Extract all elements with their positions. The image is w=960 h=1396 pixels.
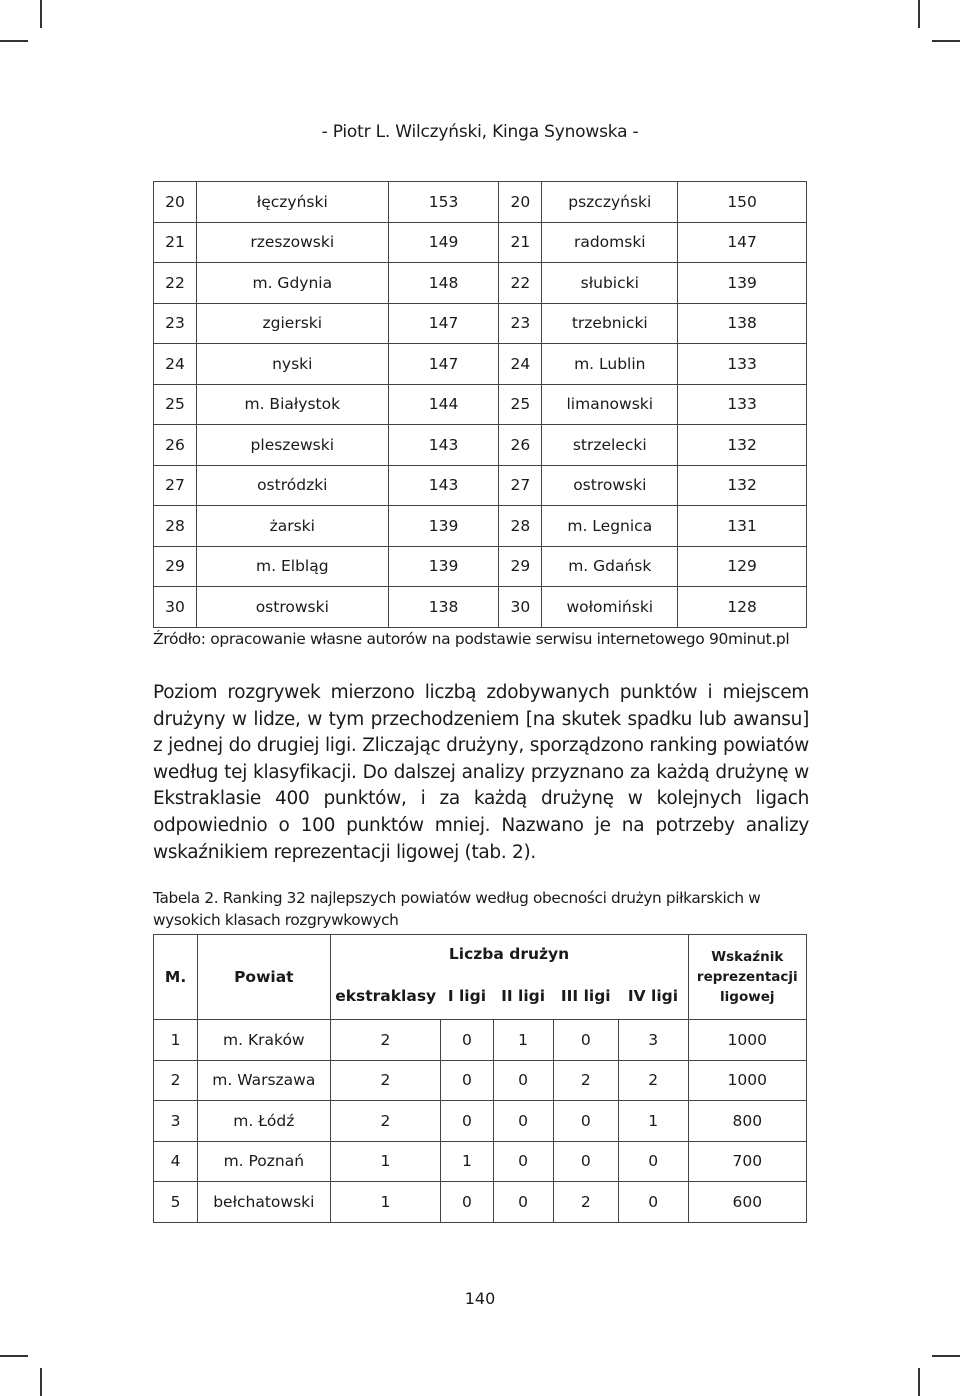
- cell-district-right: strzelecki: [542, 425, 678, 466]
- cell-rank-right: 27: [499, 465, 542, 506]
- cell-indicator: 1000: [688, 1060, 806, 1101]
- table-header-row: [154, 935, 807, 974]
- cell-liga-4: 0: [618, 1141, 688, 1182]
- crop-mark: [0, 40, 28, 42]
- cell-liga-4: 2: [618, 1060, 688, 1101]
- body-paragraph: Poziom rozgrywek mierzono liczbą zdobywanych punktów i miejscem drużyny w lidze, w tym przechodzeniem [na skutek spadku lub awansu] z jednej do drugiej ligi. Zliczając drużyny, sporządzono ranking powiatów według tej klasyfikacji. Do dalszej analizy przyznano za każdą drużynę w Ekstraklasie 400 punktów, i za każdą drużynę w kolejnych ligach odpowiednio o 100 punktów mniej. Nazwano je na potrzeby analizy wskaźnikiem reprezentacji ligowej (tab. 2).: [153, 682, 809, 863]
- cell-ekstraklasa: 2: [330, 1020, 441, 1061]
- table-row: [154, 1101, 807, 1142]
- cell-rank-right: 26: [499, 425, 542, 466]
- cell-rank-right: 21: [499, 222, 542, 263]
- cell-district-right: pszczyński: [542, 182, 678, 223]
- crop-mark: [40, 0, 42, 28]
- cell-district-right: m. Legnica: [542, 506, 678, 547]
- cell-liga-1: 0: [441, 1182, 493, 1223]
- cell-points-left: 139: [388, 506, 499, 547]
- cell-district-left: m. Elbląg: [196, 546, 388, 587]
- table-row: [154, 1182, 807, 1223]
- cell-district: m. Warszawa: [198, 1060, 330, 1101]
- cell-district-right: słubicki: [542, 263, 678, 304]
- ranking-table-2: [153, 934, 807, 1223]
- cell-district-right: ostrowski: [542, 465, 678, 506]
- cell-district-left: pleszewski: [196, 425, 388, 466]
- crop-mark: [932, 1355, 960, 1357]
- cell-rank-right: 24: [499, 344, 542, 385]
- cell-points-right: 147: [678, 222, 807, 263]
- cell-liga-3: 2: [553, 1060, 618, 1101]
- table-row: [154, 222, 807, 263]
- cell-rank: 4: [154, 1141, 198, 1182]
- page-number: 140: [464, 1289, 496, 1308]
- cell-liga-1: 0: [441, 1060, 493, 1101]
- cell-points-left: 148: [388, 263, 499, 304]
- crop-mark: [932, 40, 960, 42]
- cell-points-left: 139: [388, 546, 499, 587]
- table-row: [154, 384, 807, 425]
- table-row: [154, 303, 807, 344]
- cell-rank-right: 22: [499, 263, 542, 304]
- cell-points-right: 132: [678, 425, 807, 466]
- cell-rank-left: 29: [154, 546, 197, 587]
- cell-liga-4: 3: [618, 1020, 688, 1061]
- cell-points-right: 133: [678, 384, 807, 425]
- header-liga-2: II ligi: [493, 973, 553, 1020]
- cell-rank-left: 22: [154, 263, 197, 304]
- table-row: [154, 506, 807, 547]
- table-row: [154, 465, 807, 506]
- cell-district-left: nyski: [196, 344, 388, 385]
- cell-rank-left: 24: [154, 344, 197, 385]
- cell-district-left: m. Białystok: [196, 384, 388, 425]
- cell-liga-2: 0: [493, 1060, 553, 1101]
- cell-points-right: 138: [678, 303, 807, 344]
- table-row: [154, 344, 807, 385]
- cell-indicator: 1000: [688, 1020, 806, 1061]
- running-header: - Piotr L. Wilczyński, Kinga Synowska -: [321, 122, 639, 142]
- cell-points-right: 133: [678, 344, 807, 385]
- cell-points-left: 153: [388, 182, 499, 223]
- crop-mark: [40, 1368, 42, 1396]
- cell-points-left: 143: [388, 465, 499, 506]
- table-row: [154, 182, 807, 223]
- cell-district-right: m. Gdańsk: [542, 546, 678, 587]
- cell-rank-right: 29: [499, 546, 542, 587]
- header-district: Powiat: [198, 935, 330, 1020]
- cell-rank-left: 21: [154, 222, 197, 263]
- cell-liga-2: 0: [493, 1182, 553, 1223]
- cell-district: bełchatowski: [198, 1182, 330, 1223]
- cell-rank: 5: [154, 1182, 198, 1223]
- cell-liga-3: 0: [553, 1101, 618, 1142]
- cell-rank-left: 27: [154, 465, 197, 506]
- crop-mark: [0, 1355, 28, 1357]
- crop-mark: [918, 1368, 920, 1396]
- cell-points-right: 132: [678, 465, 807, 506]
- cell-district-right: m. Lublin: [542, 344, 678, 385]
- cell-liga-2: 0: [493, 1141, 553, 1182]
- header-rank: M.: [154, 935, 198, 1020]
- cell-points-left: 143: [388, 425, 499, 466]
- cell-rank-left: 23: [154, 303, 197, 344]
- cell-ekstraklasa: 1: [330, 1141, 441, 1182]
- cell-points-right: 139: [678, 263, 807, 304]
- cell-points-left: 149: [388, 222, 499, 263]
- cell-rank-right: 20: [499, 182, 542, 223]
- crop-mark: [918, 0, 920, 28]
- cell-ekstraklasa: 1: [330, 1182, 441, 1223]
- cell-district-right: trzebnicki: [542, 303, 678, 344]
- cell-points-right: 131: [678, 506, 807, 547]
- cell-indicator: 800: [688, 1101, 806, 1142]
- cell-rank-left: 30: [154, 587, 197, 628]
- cell-rank-left: 20: [154, 182, 197, 223]
- cell-district-left: m. Gdynia: [196, 263, 388, 304]
- cell-points-right: 150: [678, 182, 807, 223]
- cell-district-left: rzeszowski: [196, 222, 388, 263]
- table-caption: Tabela 2. Ranking 32 najlepszych powiatów według obecności drużyn piłkarskich w wysokich klasach rozgrywkowych: [153, 889, 761, 929]
- cell-district-right: radomski: [542, 222, 678, 263]
- cell-district-left: zgierski: [196, 303, 388, 344]
- table-source-note: Źródło: opracowanie własne autorów na podstawie serwisu internetowego 90minut.pl: [153, 630, 790, 648]
- cell-rank: 3: [154, 1101, 198, 1142]
- cell-points-left: 147: [388, 303, 499, 344]
- table-row: [154, 1060, 807, 1101]
- cell-district: m. Poznań: [198, 1141, 330, 1182]
- cell-district-left: ostrowski: [196, 587, 388, 628]
- header-indicator-line2: reprezentacji: [696, 969, 798, 985]
- cell-points-left: 138: [388, 587, 499, 628]
- cell-indicator: 600: [688, 1182, 806, 1223]
- cell-rank-left: 28: [154, 506, 197, 547]
- cell-rank-left: 25: [154, 384, 197, 425]
- cell-points-right: 129: [678, 546, 807, 587]
- header-liga-4: IV ligi: [618, 973, 688, 1020]
- cell-points-left: 144: [388, 384, 499, 425]
- cell-rank-right: 30: [499, 587, 542, 628]
- table-row: [154, 546, 807, 587]
- header-indicator: [688, 935, 806, 1020]
- cell-liga-1: 0: [441, 1020, 493, 1061]
- cell-points-right: 128: [678, 587, 807, 628]
- cell-rank: 1: [154, 1020, 198, 1061]
- ranking-table-continuation: [153, 181, 807, 628]
- cell-liga-4: 0: [618, 1182, 688, 1223]
- table-row: [154, 263, 807, 304]
- table-row: [154, 1020, 807, 1061]
- cell-liga-4: 1: [618, 1101, 688, 1142]
- table-row: [154, 1141, 807, 1182]
- cell-liga-3: 2: [553, 1182, 618, 1223]
- cell-rank-right: 28: [499, 506, 542, 547]
- header-team-count-group: Liczba drużyn: [330, 935, 688, 974]
- cell-district-left: żarski: [196, 506, 388, 547]
- cell-rank-right: 25: [499, 384, 542, 425]
- cell-rank-left: 26: [154, 425, 197, 466]
- table-row: [154, 425, 807, 466]
- cell-liga-3: 0: [553, 1141, 618, 1182]
- cell-district-right: limanowski: [542, 384, 678, 425]
- cell-district: m. Łódź: [198, 1101, 330, 1142]
- header-liga-1: I ligi: [441, 973, 493, 1020]
- header-indicator-line3: ligowej: [720, 989, 775, 1005]
- cell-rank: 2: [154, 1060, 198, 1101]
- cell-district-left: łęczyński: [196, 182, 388, 223]
- cell-liga-1: 1: [441, 1141, 493, 1182]
- cell-points-left: 147: [388, 344, 499, 385]
- cell-liga-2: 0: [493, 1101, 553, 1142]
- table-row: [154, 587, 807, 628]
- cell-liga-2: 1: [493, 1020, 553, 1061]
- cell-district: m. Kraków: [198, 1020, 330, 1061]
- header-ekstraklasa: ekstraklasy: [330, 973, 441, 1020]
- cell-district-left: ostródzki: [196, 465, 388, 506]
- cell-liga-3: 0: [553, 1020, 618, 1061]
- cell-ekstraklasa: 2: [330, 1060, 441, 1101]
- cell-district-right: wołomiński: [542, 587, 678, 628]
- cell-rank-right: 23: [499, 303, 542, 344]
- header-liga-3: III ligi: [553, 973, 618, 1020]
- cell-indicator: 700: [688, 1141, 806, 1182]
- cell-liga-1: 0: [441, 1101, 493, 1142]
- cell-ekstraklasa: 2: [330, 1101, 441, 1142]
- header-indicator-line1: Wskaźnik: [711, 949, 784, 965]
